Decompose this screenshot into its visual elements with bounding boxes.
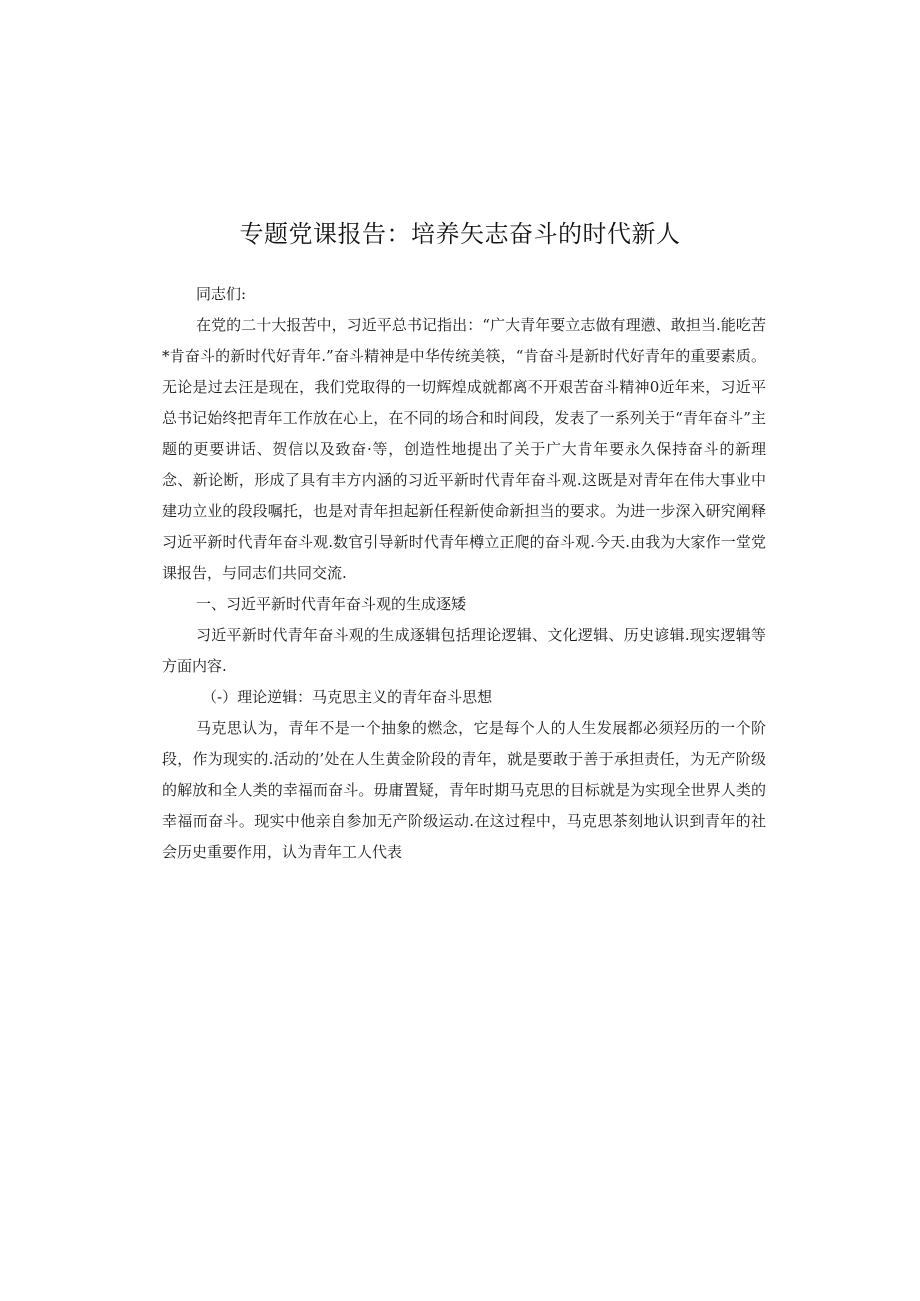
salutation: 同志们: bbox=[196, 285, 247, 303]
subsection-heading: （-）理论逆辑：马克思主义的青年奋斗思想 bbox=[202, 688, 493, 706]
body-paragraph: 习近平新时代青年奋斗观的生成逐辑包括理论逻辑、文化逻辑、历史谚辑.现实逻辑等方面内容. bbox=[162, 626, 766, 675]
body-paragraph: 马克思认为，青年不是一个抽象的燃念，它是每个人的人生发展都必须羟历的一个阶段，作为现实的.活动的’处在人生黄金阶段的青年，就是要敢于善于承担责任，为无产阶级的解放和全人类的幸福而奋斗。毋庸置疑，青年时期马克思的目标就是为实现全世界人类的幸福而奋斗。现实中他亲自参加无产阶级运动.在这过程中，马克思茶刻地认识到青年的社会历史重要作用，认为青年工人代表 bbox=[162, 719, 766, 861]
document-title: 专题党课报告：培养矢志奋斗的时代新人 bbox=[239, 220, 681, 248]
document-body bbox=[162, 279, 766, 868]
body-paragraph: 在党的二十大报苦中，习近平总书记指出：“广大青年要立志做有理懑、敢担当.能吃苦*肯奋斗的新时代好青年.”奋斗精神是中华传统美筷，“肯奋斗是新时代好青年的重要素质。无论是过去汪是现在，我们党取得的一切辉煌成就都离不开艰苦奋斗精神0近年来，习近平总书记始终把青年工作放在心上，在不同的场合和时间段，发表了一系列关于“青年奋斗”主题的更要讲话、贺信以及致奋·等，创造性地提出了关于广大肯年要永久保持奋斗的新理念、新论断，形成了具有丰方内涵的习近平新时代青年奋斗观.这既是对青年在伟大事业中建功立业的段段嘱托，也是对青年担起新任程新使命新担当的要求。为进一步深入研究阐释习近平新时代青年奋斗观.数官引导新时代青年樽立正爬的奋斗观.今天.由我为大家作一堂党课报告，与同志们共同交流. bbox=[162, 316, 766, 582]
section-heading: 一、习近平新时代青年奋斗观的生成逐矮 bbox=[196, 595, 467, 613]
